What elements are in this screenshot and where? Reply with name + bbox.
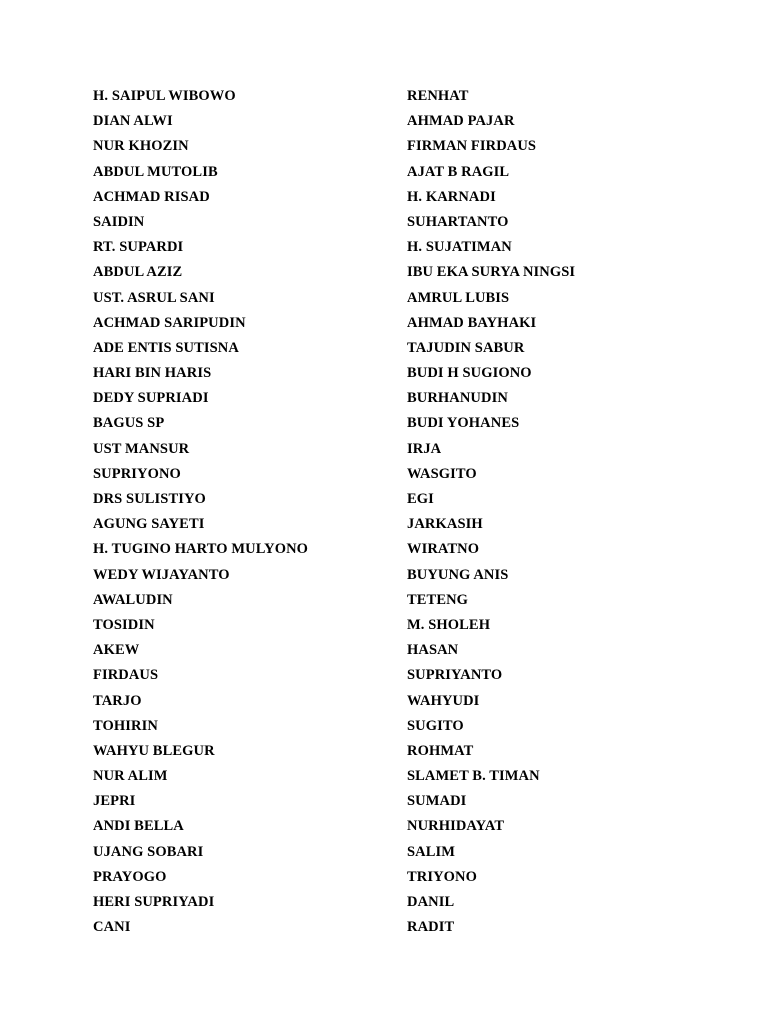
- list-item: RADIT: [407, 919, 455, 936]
- list-item: NUR KHOZIN: [93, 138, 189, 155]
- list-item: WAHYUDI: [407, 692, 480, 709]
- list-item: EGI: [407, 491, 434, 507]
- list-item: WIRATNO: [407, 541, 480, 558]
- list-item: SAIDIN: [93, 213, 145, 230]
- list-item: AMRUL LUBIS: [407, 289, 510, 306]
- list-item: AKEW: [93, 642, 140, 659]
- list-item: RENHAT: [407, 88, 469, 104]
- list-item: SALIM: [407, 843, 456, 860]
- list-item: M. SHOLEH: [407, 616, 491, 633]
- list-item: FIRDAUS: [93, 667, 159, 684]
- list-item: TARJO: [93, 692, 142, 709]
- list-item: AWALUDIN: [93, 591, 173, 608]
- list-item: ADE ENTIS SUTISNA: [93, 339, 239, 356]
- list-item: BUDI H SUGIONO: [407, 365, 532, 382]
- list-item: JEPRI: [93, 793, 136, 810]
- list-item: TAJUDIN SABUR: [407, 339, 525, 356]
- list-item: NURHIDAYAT: [407, 818, 505, 835]
- list-item: BUYUNG ANIS: [407, 566, 509, 583]
- list-item: BUDI YOHANES: [407, 415, 520, 432]
- list-item: PRAYOGO: [93, 868, 167, 885]
- list-item: HERI SUPRIYADI: [93, 894, 215, 910]
- list-item: H. SUJATIMAN: [407, 239, 512, 256]
- list-item: WEDY WIJAYANTO: [93, 566, 230, 583]
- list-item: TRIYONO: [407, 868, 477, 885]
- list-item: TOHIRIN: [93, 717, 158, 734]
- list-item: AJAT B RAGIL: [407, 163, 510, 180]
- list-item: IRJA: [407, 440, 442, 457]
- list-item: H. KARNADI: [407, 188, 496, 205]
- list-item: UJANG SOBARI: [93, 843, 204, 860]
- list-item: SUHARTANTO: [407, 213, 509, 230]
- list-item: BURHANUDIN: [407, 390, 508, 407]
- list-item: ABDUL MUTOLIB: [93, 163, 218, 180]
- list-item: DANIL: [407, 894, 455, 910]
- list-item: TOSIDIN: [93, 616, 155, 633]
- list-item: UST. ASRUL SANI: [93, 289, 215, 306]
- list-item: FIRMAN FIRDAUS: [407, 138, 537, 155]
- list-item: AHMAD BAYHAKI: [407, 314, 537, 331]
- list-item: TETENG: [407, 591, 469, 608]
- list-item: AHMAD PAJAR: [407, 113, 515, 130]
- list-item: SUMADI: [407, 793, 467, 810]
- list-item: WASGITO: [407, 465, 477, 482]
- list-item: BAGUS SP: [93, 415, 165, 432]
- name-list-left: [93, 84, 393, 940]
- list-item: SUPRIYONO: [93, 465, 181, 482]
- list-item: SUGITO: [407, 717, 464, 734]
- list-item: DIAN ALWI: [93, 113, 173, 130]
- list-item: ABDUL AZIZ: [93, 264, 183, 281]
- list-item: JARKASIH: [407, 516, 483, 533]
- list-item: IBU EKA SURYA NINGSI: [407, 264, 576, 281]
- list-item: ACHMAD RISAD: [93, 188, 210, 205]
- list-item: ROHMAT: [407, 742, 474, 759]
- list-item: CANI: [93, 919, 131, 936]
- list-item: H. SAIPUL WIBOWO: [93, 88, 236, 104]
- list-item: DRS SULISTIYO: [93, 491, 206, 507]
- list-item: AGUNG SAYETI: [93, 516, 205, 533]
- list-item: SUPRIYANTO: [407, 667, 503, 684]
- list-item: HARI BIN HARIS: [93, 365, 212, 382]
- list-item: ANDI BELLA: [93, 818, 184, 835]
- list-item: RT. SUPARDI: [93, 239, 184, 256]
- list-item: H. TUGINO HARTO MULYONO: [93, 541, 309, 558]
- list-item: NUR ALIM: [93, 768, 168, 785]
- list-item: ACHMAD SARIPUDIN: [93, 314, 246, 331]
- list-item: SLAMET B. TIMAN: [407, 768, 540, 785]
- list-item: WAHYU BLEGUR: [93, 742, 215, 759]
- name-list-right: [407, 84, 727, 940]
- list-item: UST MANSUR: [93, 440, 190, 457]
- list-item: DEDY SUPRIADI: [93, 390, 209, 407]
- list-item: HASAN: [407, 642, 459, 659]
